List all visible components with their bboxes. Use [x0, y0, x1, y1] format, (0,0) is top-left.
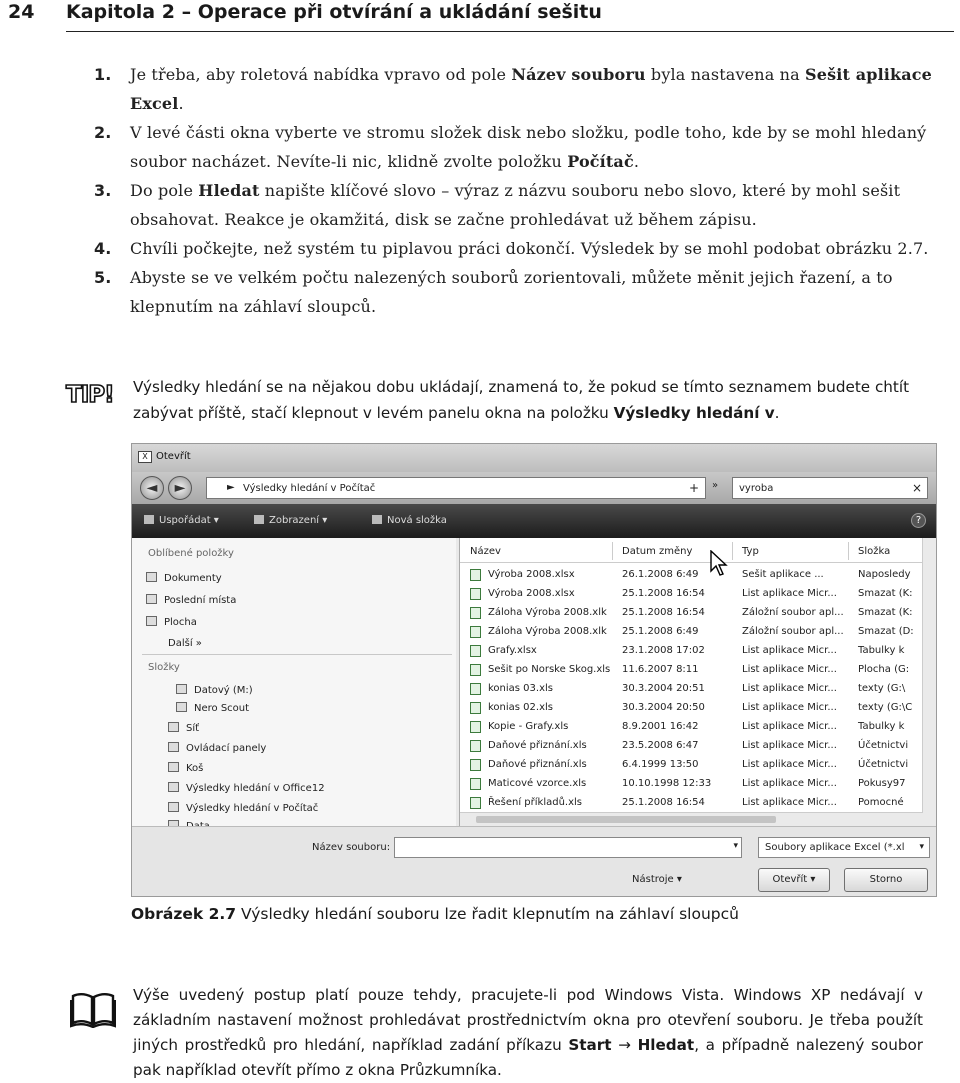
tip-logo: TIP! [66, 382, 114, 408]
excel-file-icon [470, 778, 481, 790]
network-icon [168, 722, 179, 732]
cell-date: 8.9.2001 16:42 [622, 721, 699, 732]
tip-bold: Výsledky hledání v [613, 404, 775, 422]
nav-folder-network[interactable] [168, 722, 199, 734]
table-row[interactable] [460, 642, 937, 661]
step-number: 2. [94, 123, 112, 142]
cell-folder: Účetnictvi [858, 740, 909, 751]
nav-item-label: Výsledky hledání v Office12 [186, 783, 325, 794]
step-number: 4. [94, 239, 112, 258]
cell-date: 23.5.2008 6:47 [622, 740, 699, 751]
forward-arrow-icon[interactable]: ► [168, 476, 192, 500]
step-3 [94, 176, 956, 234]
organize-icon [144, 515, 154, 524]
cell-date: 30.3.2004 20:50 [622, 702, 705, 713]
dialog-titlebar [132, 444, 936, 472]
cell-date: 25.1.2008 16:54 [622, 797, 705, 808]
cell-type: Sešit aplikace ... [742, 569, 824, 580]
excel-file-icon [470, 588, 481, 600]
cell-name: Záloha Výroba 2008.xlk [488, 626, 607, 637]
drive-icon [176, 684, 187, 694]
nav-item-label: Datový (M:) [194, 685, 253, 696]
cell-name: konias 03.xls [488, 683, 553, 694]
header-divider [460, 562, 937, 563]
step-text: . [633, 152, 640, 171]
favorites-heading: Oblíbené položky [148, 548, 234, 559]
column-separator [848, 542, 849, 560]
table-row[interactable] [460, 699, 937, 718]
cell-name: konias 02.xls [488, 702, 553, 713]
step-text: byla nastavena na [645, 65, 806, 84]
column-separator [732, 542, 733, 560]
step-text: napište klíčové slovo – výraz z názvu souboru nebo slovo, které by mohl sešit obsahovat. Reakce je okamžitá, disk se začne prohledávat už během zápisu. [130, 181, 901, 229]
step-text: Abyste se ve velkém počtu nalezených souborů zorientovali, můžete měnit jejich řazení, a to klepnutím na záhlaví sloupců. [130, 268, 893, 316]
cell-folder: Plocha (G: [858, 664, 910, 675]
cell-date: 25.1.2008 16:54 [622, 607, 705, 618]
cell-name: Záloha Výroba 2008.xlk [488, 607, 607, 618]
cell-date: 11.6.2007 8:11 [622, 664, 699, 675]
step-text: Do pole [130, 181, 199, 200]
cell-type: List aplikace Micr... [742, 683, 837, 694]
nav-item-recent[interactable] [146, 594, 236, 606]
nav-more-link[interactable]: Další » [168, 638, 202, 649]
dialog-title: Otevřít [156, 451, 191, 462]
excel-file-icon [470, 759, 481, 771]
nav-item-label: Plocha [164, 617, 197, 628]
search-folder-icon [168, 802, 179, 812]
step-number: 3. [94, 181, 112, 200]
file-list [459, 538, 936, 826]
book-icon [70, 990, 116, 1028]
cell-date: 23.1.2008 17:02 [622, 645, 705, 656]
cell-name: Výroba 2008.xlsx [488, 588, 575, 599]
cell-date: 25.1.2008 6:49 [622, 626, 699, 637]
cell-type: Záložní soubor apl... [742, 607, 844, 618]
folder-icon [372, 515, 382, 524]
cell-folder: Pomocné [858, 797, 904, 808]
cell-type: List aplikace Micr... [742, 721, 837, 732]
table-row[interactable] [460, 661, 937, 680]
search-input[interactable] [732, 477, 928, 499]
cell-name: Řešení příkladů.xls [488, 797, 583, 808]
help-icon[interactable]: ? [911, 513, 926, 528]
cell-type: List aplikace Micr... [742, 740, 837, 751]
step-5 [94, 263, 956, 321]
chevron-down-icon: ▾ [919, 842, 924, 852]
cell-type: List aplikace Micr... [742, 778, 837, 789]
cell-name: Kopie - Grafy.xls [488, 721, 569, 732]
tip-text-part: . [774, 404, 780, 422]
views-icon [254, 515, 264, 524]
cell-type: List aplikace Micr... [742, 702, 837, 713]
excel-file-icon [470, 569, 481, 581]
cell-folder: texty (G:\C [858, 702, 913, 713]
step-text: . [178, 94, 184, 113]
column-header-date[interactable]: Datum změny [622, 546, 693, 557]
excel-file-icon [470, 645, 481, 657]
nav-divider [142, 654, 452, 655]
step-text: Chvíli počkejte, než systém tu piplavou práci dokončí. Výsledek by se mohl podobat obrázku 2.7. [130, 239, 929, 258]
cell-name: Sešit po Norske Skog.xls [488, 664, 611, 675]
cell-folder: texty (G:\ [858, 683, 906, 694]
cell-type: List aplikace Micr... [742, 588, 837, 599]
excel-file-icon [470, 683, 481, 695]
note-bold: Start [568, 1036, 612, 1054]
cell-date: 26.1.2008 6:49 [622, 569, 699, 580]
cell-folder: Smazat (K: [858, 588, 913, 599]
cell-folder: Tabulky k [858, 721, 905, 732]
nav-folder-datovy[interactable] [176, 684, 253, 696]
clear-search-icon[interactable]: × [911, 481, 922, 495]
cell-date: 30.3.2004 20:51 [622, 683, 705, 694]
folders-heading: Složky [148, 662, 180, 673]
column-header-folder[interactable]: Složka [858, 546, 891, 557]
command-bar [132, 504, 936, 538]
column-separator [612, 542, 613, 560]
arrow-icon: → [611, 1036, 638, 1054]
table-row[interactable] [460, 585, 937, 604]
open-button[interactable] [758, 868, 830, 892]
mouse-cursor-icon [710, 550, 728, 576]
views-label: Zobrazení ▾ [269, 515, 328, 526]
navigation-pane [132, 538, 456, 836]
note-text [133, 983, 923, 1083]
control-panel-icon [168, 742, 179, 752]
filename-label: Název souboru: [312, 842, 391, 853]
recycle-bin-icon [168, 762, 179, 772]
step-text: Je třeba, aby roletová nabídka vpravo od pole [130, 65, 512, 84]
recent-places-icon [146, 594, 157, 604]
cell-type: List aplikace Micr... [742, 645, 837, 656]
nav-folder-search-computer[interactable] [168, 802, 318, 814]
caption-text: Výsledky hledání souboru lze řadit klepnutím na záhlaví sloupců [236, 905, 739, 923]
nav-folder-search-office12[interactable] [168, 782, 325, 794]
chevron-down-icon[interactable]: ▾ [733, 841, 738, 851]
table-row[interactable] [460, 775, 937, 794]
nav-item-label: Dokumenty [164, 573, 222, 584]
new-folder-label: Nová složka [387, 515, 447, 526]
step-number: 1. [94, 65, 112, 84]
step-2 [94, 118, 956, 176]
excel-file-icon [470, 797, 481, 809]
tip-text [133, 374, 955, 426]
caption-label: Obrázek 2.7 [131, 905, 237, 923]
step-bold: Název souboru [511, 65, 646, 84]
step-4 [94, 234, 956, 263]
filename-input[interactable] [394, 837, 742, 858]
table-row[interactable] [460, 566, 937, 585]
chevron-down-icon[interactable]: ▾ [810, 874, 816, 885]
documents-icon [146, 572, 157, 582]
nav-folder-recycle-bin[interactable] [168, 762, 203, 774]
dialog-footer [132, 826, 936, 896]
nav-item-label: Výsledky hledání v Počítač [186, 803, 319, 814]
cell-folder: Účetnictvi [858, 759, 909, 770]
excel-file-icon [470, 740, 481, 752]
address-path: Výsledky hledání v Počítač [243, 483, 376, 494]
steps-list [94, 60, 956, 321]
open-label: Otevřít [772, 874, 808, 885]
note-bold: Hledat [637, 1036, 695, 1054]
vertical-scrollbar[interactable] [922, 538, 936, 826]
search-folder-icon [168, 782, 179, 792]
cancel-button[interactable]: Storno [844, 868, 928, 892]
step-bold: Počítač [567, 152, 634, 171]
excel-file-icon [470, 702, 481, 714]
note-text-part: Výše uvedený postup platí pouze tehdy, pracujete-li pod Windows Vista. Windows XP nedávají v základním nastavení možnost prohledávat prostřednictvím okna pro otevření souboru. Je třeba použít jiných prostředků pro hledání, například zadání příkazu [133, 986, 923, 1054]
nav-item-desktop[interactable] [146, 616, 197, 628]
step-1 [94, 60, 956, 118]
tools-menu[interactable]: Nástroje ▾ [632, 874, 682, 885]
chapter-title: Kapitola 2 – Operace při otvírání a ukládání sešitu [66, 1, 602, 23]
address-field[interactable] [206, 477, 706, 499]
cell-date: 25.1.2008 16:54 [622, 588, 705, 599]
table-row[interactable] [460, 794, 937, 813]
nav-folder-nero[interactable] [176, 702, 249, 714]
step-bold: Sešit aplikace Excel [130, 65, 933, 113]
table-row[interactable] [460, 623, 937, 642]
step-number: 5. [94, 268, 112, 287]
note-text-part: , a případně nalezený soubor pak například otevřít přímo z okna Průzkumníka. [133, 1036, 923, 1079]
cell-type: List aplikace Micr... [742, 759, 837, 770]
nav-item-label: Poslední místa [164, 595, 237, 606]
cell-type: List aplikace Micr... [742, 664, 837, 675]
table-row[interactable] [460, 604, 937, 623]
desktop-icon [146, 616, 157, 626]
table-row[interactable] [460, 718, 937, 737]
nav-item-label: Koš [186, 763, 204, 774]
table-row[interactable] [460, 737, 937, 756]
cell-folder: Naposledy [858, 569, 911, 580]
excel-file-icon [470, 607, 481, 619]
nero-icon [176, 702, 187, 712]
cell-type: Záložní soubor apl... [742, 626, 844, 637]
excel-file-icon [470, 626, 481, 638]
nav-item-label: Nero Scout [194, 703, 250, 714]
new-folder-button[interactable] [372, 515, 447, 526]
views-button[interactable] [254, 515, 327, 526]
cell-type: List aplikace Micr... [742, 797, 837, 808]
filetype-value: Soubory aplikace Excel (*.xl [765, 842, 905, 853]
open-dialog-screenshot [131, 443, 937, 897]
cell-name: Daňové přiznání.xls [488, 740, 587, 751]
table-row[interactable] [460, 756, 937, 775]
nav-folder-control-panel[interactable] [168, 742, 266, 754]
address-bar [132, 472, 936, 504]
chevron-icon: » [712, 480, 719, 491]
cell-name: Grafy.xlsx [488, 645, 537, 656]
search-value: vyroba [739, 483, 774, 494]
cell-folder: Pokusy97 [858, 778, 906, 789]
cell-name: Maticové vzorce.xls [488, 778, 587, 789]
filetype-select[interactable] [758, 837, 930, 858]
step-bold: Hledat [198, 181, 260, 200]
table-row[interactable] [460, 680, 937, 699]
tip-text-part: Výsledky hledání se na nějakou dobu ukládají, znamená to, že pokud se tímto seznamem budete chtít zabývat příště, stačí klepnout v levém panelu okna na položku [133, 378, 910, 422]
header-rule [66, 31, 954, 32]
breadcrumb-arrow-icon: ► [227, 482, 235, 493]
cell-date: 6.4.1999 13:50 [622, 759, 699, 770]
column-header-type[interactable]: Typ [742, 546, 759, 557]
nav-item-documents[interactable] [146, 572, 222, 584]
scrollbar-thumb[interactable] [476, 816, 776, 823]
cell-date: 10.10.1998 12:33 [622, 778, 712, 789]
figure-caption [131, 905, 739, 923]
cell-name: Výroba 2008.xlsx [488, 569, 575, 580]
nav-item-label: Síť [186, 723, 200, 734]
column-header-name[interactable]: Název [470, 546, 501, 557]
organize-button[interactable] [144, 515, 219, 526]
cell-name: Daňové přiznání.xls [488, 759, 587, 770]
excel-icon: X [138, 451, 152, 463]
nav-item-label: Ovládací panely [186, 743, 267, 754]
back-arrow-icon[interactable]: ◄ [140, 476, 164, 500]
cell-folder: Smazat (D: [858, 626, 914, 637]
page-number: 24 [8, 1, 35, 23]
cell-folder: Tabulky k [858, 645, 905, 656]
cell-folder: Smazat (K: [858, 607, 913, 618]
refresh-icon[interactable]: + [689, 481, 700, 495]
excel-file-icon [470, 721, 481, 733]
step-text: V levé části okna vyberte ve stromu složek disk nebo složku, podle toho, kde by se mohl hledaný soubor nacházet. Nevíte-li nic, klidně zvolte položku [130, 123, 927, 171]
organize-label: Uspořádat ▾ [159, 515, 219, 526]
horizontal-scrollbar[interactable] [460, 812, 923, 826]
excel-file-icon [470, 664, 481, 676]
